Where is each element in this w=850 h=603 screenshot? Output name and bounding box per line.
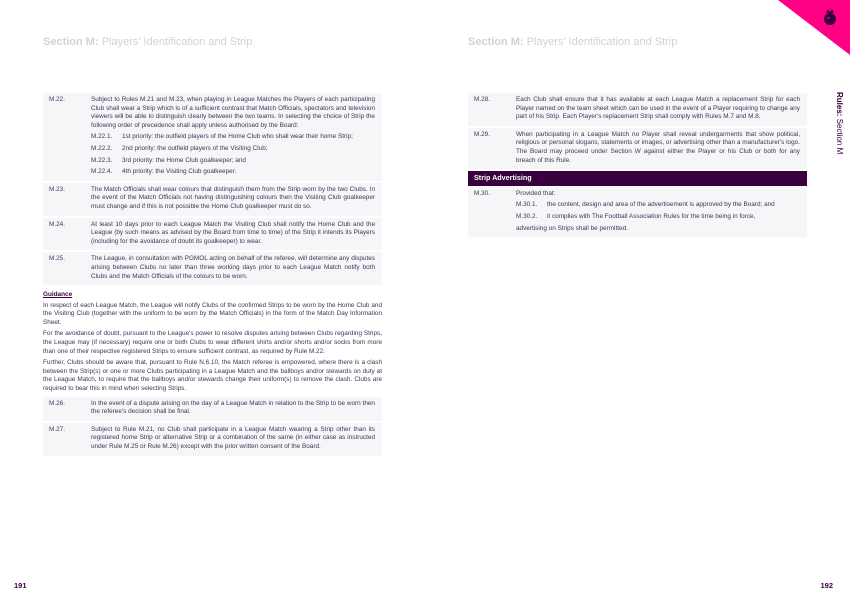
sub-rule	[516, 201, 800, 210]
sub-rule	[91, 145, 375, 154]
rule-m25	[43, 252, 382, 286]
guidance-block	[43, 291, 382, 394]
section-label: Section M:	[43, 36, 99, 48]
sub-rule-number: M.30.1.	[516, 201, 538, 209]
sub-rule-text: the content, design and area of the advertisement is approved by the Board; and	[547, 201, 775, 209]
rule-m27	[43, 423, 382, 457]
rule-m24	[43, 218, 382, 252]
rule-body	[91, 96, 375, 177]
section-title: Players' Identification and Strip	[526, 36, 678, 48]
left-column	[43, 93, 382, 457]
guidance-paragraph: In respect of each League Match, the League will notify Clubs of the confirmed Strips to be worn by the Home Club and the Visiting Club (together with the uniform to be worn by the Match Officials) in the form of the Match Day Information Sheet.	[43, 301, 382, 326]
rule-text-tail: advertising on Strips shall be permitted.	[516, 224, 628, 232]
rule-body	[516, 190, 800, 233]
side-section-tab	[835, 92, 844, 154]
corner-triangle	[778, 0, 850, 55]
sub-rule-text: it complies with The Football Association Rules for the time being in force,	[547, 212, 756, 220]
rule-text: The Match Officials shall wear colours that distinguish them from the Strip worn by the two Clubs. In the event of the Match Officials not having distinguishing colours then the Visiting Club goalkeeper must change and if this is not possible the Home Club goalkeeper must do so.	[91, 185, 375, 210]
right-column	[468, 93, 807, 238]
sub-rule-text: 1st priority: the outfield players of the Home Club who shall wear their home Strip;	[122, 133, 353, 141]
rule-m28	[468, 93, 807, 127]
rule-text: Each Club shall ensure that it has available at each League Match a replacement Strip for each Player named on the team sheet which can be used in the event of a Player requiring to change any part of his Strip. Each Player's replacement Strip shall comply with Rules M.7 and M.8.	[516, 96, 800, 121]
page-title-left	[43, 36, 252, 48]
guidance-title: Guidance	[43, 291, 73, 299]
section-label: Section M:	[468, 36, 524, 48]
sub-rule-text: 3rd priority: the Home Club goalkeeper; and	[122, 156, 246, 164]
rule-number: M.23.	[49, 185, 65, 193]
section-heading-strip-advertising: Strip Advertising	[468, 171, 807, 186]
rule-text: Subject to Rule M.21, no Club shall participate in a League Match wearing a Strip other than its registered home Strip or alternative Strip or a combination of the same (in either case as instructed under Rule M.25 or Rule M.26) except with the prior written consent of the Board.	[91, 425, 375, 450]
rule-m30	[468, 187, 807, 238]
rule-text: When participating in a League Match no Player shall reveal undergarments that show political, religious or personal slogans, statements or images, or advertising other than a manufacturer's logo. The Board may proceed under Section W against either the Player or his Club or both for any breach of this Rule.	[516, 130, 800, 164]
guidance-paragraph: For the avoidance of doubt, pursuant to the League's power to resolve disputes arising between Clubs regarding Strips, the League may (if necessary) require one or both Clubs to wear different shirts and/or shorts and/or socks from more than one of their respective registered Strips to ensure sufficient contrast, as required by Rule M.22.	[43, 330, 382, 355]
rule-text: At least 10 days prior to each League Match the Visiting Club shall notify the Home Club and the League (by such means as advised by the Board from time to time) of the Strip it intends its Players (including for the avoidance of doubt its goalkeeper) to wear.	[91, 220, 375, 245]
rule-number: M.30.	[474, 189, 490, 197]
rule-text: The League, in consultation with PGMOL acting on behalf of the referee, will determine any disputes arising between Clubs no later than three working days prior to each League Match notify both Clubs and the Match Officials of the colours to be worn.	[91, 255, 375, 280]
rule-number: M.22.	[49, 96, 65, 103]
sub-rule	[91, 168, 375, 177]
sub-rule	[516, 213, 800, 222]
sub-rule	[91, 133, 375, 142]
rule-text: In the event of a dispute arising on the day of a League Match in relation to the Strip to be worn then the referee's decision shall be final.	[91, 399, 375, 416]
rule-number: M.26.	[49, 399, 65, 407]
rule-number: M.29.	[474, 130, 490, 138]
rule-m22	[43, 93, 382, 182]
page-number-left: 191	[14, 581, 27, 590]
rule-m26	[43, 397, 382, 422]
sub-rule-text: 2nd priority: the outfield players of the Visiting Club;	[122, 144, 268, 152]
sub-rule-number: M.22.4.	[91, 168, 113, 176]
sub-rule-number: M.22.2.	[91, 144, 113, 152]
sub-rule-text: 4th priority: the Visiting Club goalkeeper.	[122, 168, 237, 176]
guidance-paragraph: Further, Clubs should be aware that, pursuant to Rule N.6.10, the Match referee is empowered, where there is a clash between the Strip(s) or one or more Clubs participating in a League Match and the ballboys and/or stewards on duty at the League Match, to require that the ballboys and/or stewards change their uniform(s) to remove the clash. Clubs are required to bear this in mind when selecting Strips.	[43, 359, 382, 393]
page-number-right: 192	[820, 581, 833, 590]
rule-text: Subject to Rules M.21 and M.23, when playing in League Matches the Players of each participating Club shall wear a Strip which is of a sufficient contrast that Match Officials, spectators and television viewers will be able to distinguish clearly between the two teams. In selecting the choice of Strip the following order of precedence shall apply unless authorised by the Board:	[91, 96, 375, 129]
rule-text: Provided that:	[516, 189, 556, 197]
rule-number: M.25.	[49, 255, 65, 263]
corner-brand-graphic	[740, 0, 850, 55]
sub-rule-number: M.22.1.	[91, 133, 113, 141]
side-tab-bold: Rules:	[835, 92, 844, 117]
section-title: Players' Identification and Strip	[101, 36, 253, 48]
sub-rule	[91, 157, 375, 166]
page-title-right	[468, 36, 677, 48]
rule-number: M.28.	[474, 96, 490, 103]
rule-m23	[43, 183, 382, 217]
rule-number: M.27.	[49, 425, 65, 433]
side-tab-text: Section M	[835, 118, 844, 155]
rule-m29	[468, 128, 807, 170]
sub-rule-number: M.22.3.	[91, 156, 113, 164]
sub-rule-number: M.30.2.	[516, 212, 538, 220]
rule-number: M.24.	[49, 220, 65, 228]
